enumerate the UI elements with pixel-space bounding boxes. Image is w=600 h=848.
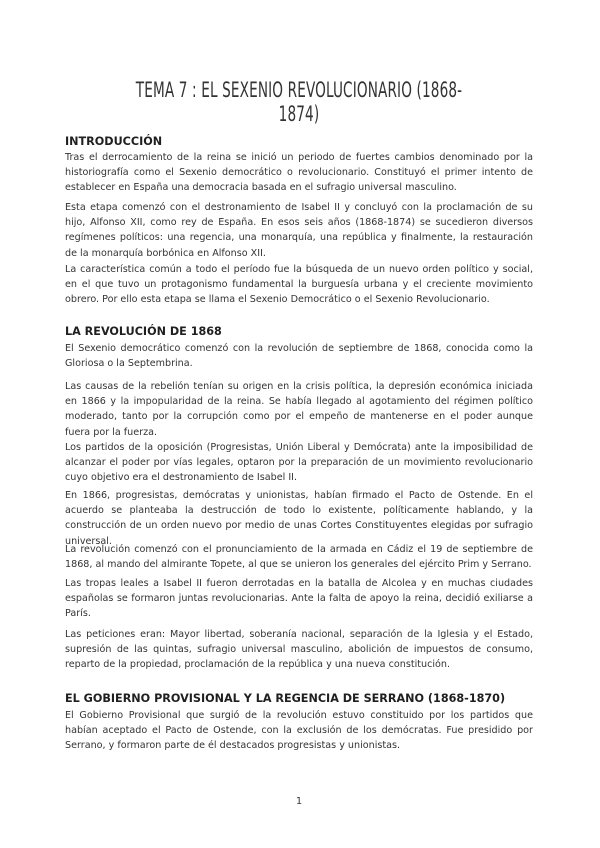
paragraph: El Sexenio democrático comenzó con la revolución de septiembre de 1868, conocida como la Gloriosa o la Septembrina. bbox=[65, 343, 533, 370]
paragraph: Los partidos de la oposición (Progresistas, Unión Liberal y Demócrata) ante la imposibilidad de alcanzar el poder por vías legales, optaron por la preparación de un movimiento revolucionario cuyo objetivo era el destronamiento de Isabel II. bbox=[65, 442, 533, 484]
section-heading-revolucion: LA REVOLUCIÓN DE 1868 bbox=[65, 325, 222, 338]
section-heading-gobierno-provisional: EL GOBIERNO PROVISIONAL Y LA REGENCIA DE SERRANO (1868-1870) bbox=[65, 692, 506, 705]
page-number: 1 bbox=[295, 796, 303, 807]
paragraph: La revolución comenzó con el pronunciamiento de la armada en Cádiz el 19 de septiembre de 1868, al mando del almirante Topete, al que se unieron los generales del ejército Prim y Serrano. bbox=[65, 544, 533, 571]
paragraph: En 1866, progresistas, demócratas y unionistas, habían firmado el Pacto de Ostende. En el acuerdo se planteaba la destrucción de todo lo existente, políticamente hablando, y la construcción de un orden nuevo por medio de unas Cortes Constituyentes elegidas por sufragio universal. bbox=[65, 490, 533, 547]
paragraph: Las tropas leales a Isabel II fueron derrotadas en la batalla de Alcolea y en muchas ciudades españolas se formaron juntas revolucionarias. Ante la falta de apoyo la reina, decidió exiliarse a París. bbox=[65, 578, 533, 620]
section-heading-introduccion: INTRODUCCIÓN bbox=[65, 135, 163, 148]
paragraph: La característica común a todo el período fue la búsqueda de un nuevo orden político y social, en el que tuvo un protagonismo fundamental la burguesía urbana y el creciente movimiento obrero. Por ello esta etapa se llama el Sexenio Democrático o el Sexenio Revolucionario. bbox=[65, 264, 533, 306]
paragraph: Las causas de la rebelión tenían su origen en la crisis política, la depresión económica iniciada en 1866 y la impopularidad de la reina. Se había llegado al agotamiento del régimen político moderado, tanto por la corrupción como por el empeño de mantenerse en el poder aunque fuera por la fuerza. bbox=[65, 381, 533, 438]
paragraph: Tras el derrocamiento de la reina se inició un periodo de fuertes cambios denominado por la historiografía como el Sexenio democrático o revolucionario. Constituyó el primer intento de establecer en España una democracia basada en el sufragio universal masculino. bbox=[65, 152, 533, 194]
paragraph: Las peticiones eran: Mayor libertad, soberanía nacional, separación de la Iglesia y el Estado, supresión de las quintas, sufragio universal masculino, abolición de impuestos de consumo, reparto de la propiedad, proclamación de la república y una nueva constitución. bbox=[65, 629, 533, 671]
paragraph: Esta etapa comenzó con el destronamiento de Isabel II y concluyó con la proclamación de su hijo, Alfonso XII, como rey de España. En esos seis años (1868-1874) se sucedieron diversos regímenes políticos: una regencia, una monarquía, una república y finalmente, la restauración de la monarquía borbónica en Alfonso XII. bbox=[65, 202, 533, 259]
document-title: TEMA 7 : EL SEXENIO REVOLUCIONARIO (1868-1874) bbox=[135, 78, 463, 126]
paragraph: El Gobierno Provisional que surgió de la revolución estuvo constituido por los partidos que habían aceptado el Pacto de Ostende, con la exclusión de los demócratas. Fue presidido por Serrano, y formaron parte de él destacados progresistas y unionistas. bbox=[65, 710, 533, 752]
